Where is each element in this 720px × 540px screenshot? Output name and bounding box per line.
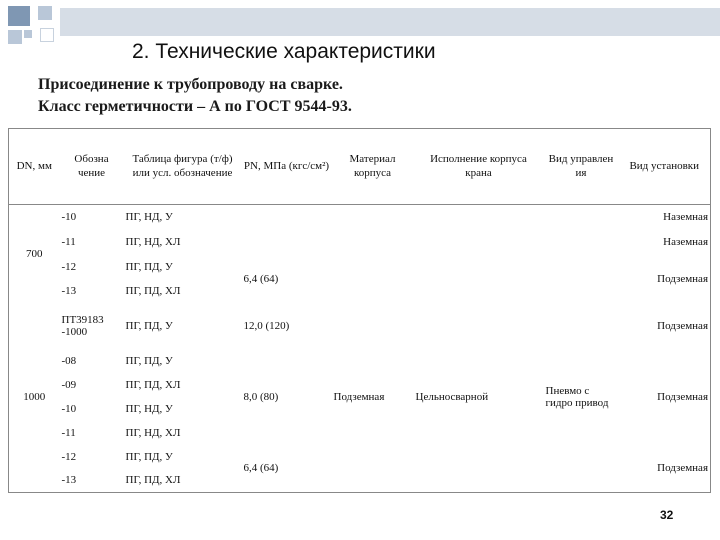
material-cell: Подземная	[333, 390, 385, 403]
table-row	[9, 205, 711, 229]
code-cell: -08	[61, 354, 77, 367]
table-row	[9, 445, 711, 469]
code-cell: -10	[61, 210, 77, 223]
table-row	[9, 229, 711, 255]
figure-cell: ПГ, ПД, ХЛ	[125, 284, 181, 297]
code-cell: -11	[61, 235, 76, 248]
figure-cell: ПГ, НД, ХЛ	[125, 235, 181, 248]
table-row	[9, 255, 711, 279]
header-dn: DN, мм	[9, 129, 60, 205]
figure-cell: ПГ, ПД, У	[125, 354, 173, 367]
code-cell: -12	[61, 260, 77, 273]
install-cell: Подземная	[657, 272, 708, 285]
code-cell: -12	[61, 450, 77, 463]
subtitle-line-1: Присоединение к трубопроводу на сварке.	[38, 76, 343, 93]
install-cell: Подземная	[657, 462, 708, 475]
dn-cell: 1000	[23, 391, 46, 404]
code-cell: -13	[61, 284, 77, 297]
decor-square	[38, 6, 52, 20]
code-cell: -13	[61, 474, 77, 487]
header-execution: Исполнение корпуса крана	[414, 129, 544, 205]
figure-cell: ПГ, НД, У	[125, 402, 173, 415]
figure-cell: ПГ, ПД, ХЛ	[125, 378, 181, 391]
code-cell: -11	[61, 426, 76, 439]
header-designation: Обозна чение	[60, 129, 124, 205]
pn-cell: 6,4 (64)	[243, 462, 279, 475]
dn-cell: 700	[26, 247, 43, 260]
pn-cell: 12,0 (120)	[243, 319, 290, 332]
header-material: Материал корпуса	[332, 129, 414, 205]
figure-cell: ПГ, НД, ХЛ	[125, 426, 181, 439]
decor-square	[8, 30, 22, 44]
table-header-row	[9, 129, 711, 205]
control-cell: Пневмо с гидро привод	[545, 384, 609, 409]
header-installation: Вид установки	[619, 129, 711, 205]
pn-cell: 8,0 (80)	[243, 390, 279, 403]
spec-table	[8, 128, 711, 493]
install-cell: Наземная	[663, 235, 708, 248]
decor-square	[8, 6, 30, 26]
figure-cell: ПГ, ПД, У	[125, 260, 173, 273]
code-cell: -09	[61, 378, 77, 391]
decor-square	[40, 28, 54, 42]
figure-cell: ПГ, ПД, У	[125, 450, 173, 463]
table-row	[9, 349, 711, 373]
header-bar	[60, 8, 720, 36]
install-cell: Наземная	[663, 210, 708, 223]
header-control: Вид управлен ия	[544, 129, 619, 205]
table-row	[9, 303, 711, 349]
figure-cell: ПГ, ПД, У	[125, 319, 173, 332]
decor-square	[24, 30, 32, 38]
execution-cell: Цельносварной	[415, 390, 489, 403]
header-pn: PN, МПа (кгс/см²)	[242, 129, 332, 205]
figure-cell: ПГ, ПД, ХЛ	[125, 474, 181, 487]
install-cell: Подземная	[657, 390, 708, 403]
page-number: 32	[660, 508, 674, 522]
figure-cell: ПГ, НД, У	[125, 210, 173, 223]
code-cell: -10	[61, 402, 77, 415]
pn-cell: 6,4 (64)	[243, 272, 279, 285]
header-figure: Таблица фигура (т/ф) или усл. обозначение	[124, 129, 242, 205]
code-cell: ПТ39183 -1000	[61, 313, 104, 338]
subtitle-line-2: Класс герметичности – А по ГОСТ 9544-93.	[38, 98, 352, 115]
install-cell: Подземная	[657, 319, 708, 332]
slide-title: 2. Технические характеристики	[132, 40, 436, 63]
